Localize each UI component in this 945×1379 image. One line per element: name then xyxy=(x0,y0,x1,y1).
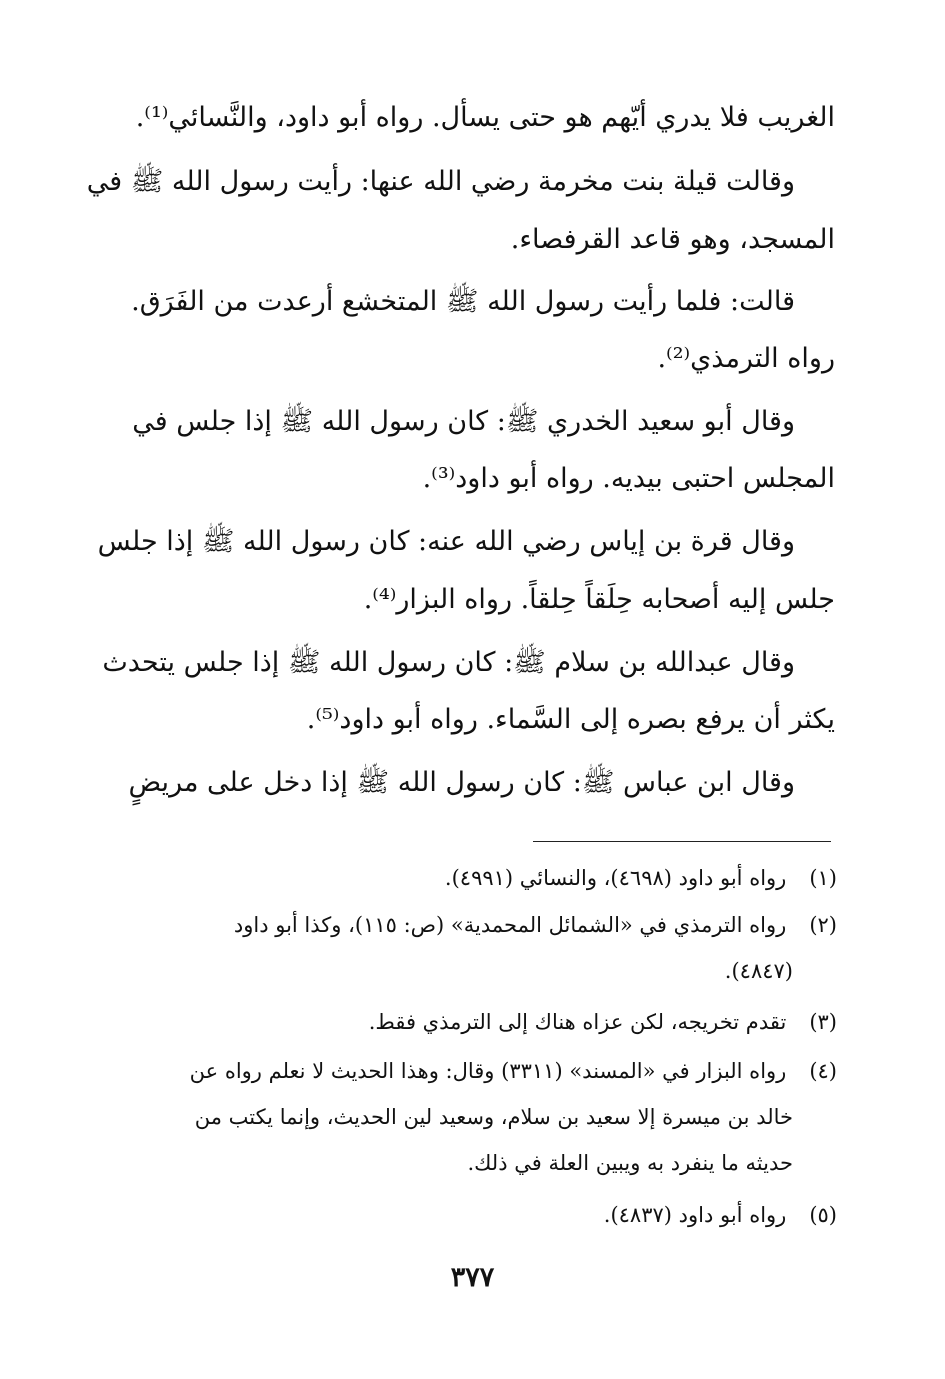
footnote-4-continuation: حديثه ما ينفرد به ويبين العلة في ذلك. xyxy=(467,1151,793,1175)
body-line: الغريب فلا يدري أيّهم هو حتى يسأل. رواه أبو داود، والنَّسائي⁽¹⁾. xyxy=(135,102,835,133)
body-line: المجلس احتبى بيديه. رواه أبو داود⁽³⁾. xyxy=(422,463,835,494)
footnote-2-continuation: (٤٨٤٧). xyxy=(724,959,793,983)
footnote-text: تقدم تخريجه، لكن عزاه هناك إلى الترمذي فقط. xyxy=(368,1010,787,1034)
footnote-number: (٥) xyxy=(809,1203,837,1227)
footnote-text: رواه أبو داود (٤٨٣٧). xyxy=(603,1203,787,1227)
footnote-number: (١) xyxy=(809,866,837,890)
footnote-text: رواه البزار في «المسند» (٣٣١١) وقال: وهذا الحديث لا نعلم رواه عن xyxy=(189,1059,787,1083)
footnote-4 xyxy=(120,1055,837,1087)
footnote-separator xyxy=(533,841,831,842)
body-line: وقال ابن عباس ﷺ: كان رسول الله ﷺ إذا دخل على مريضٍ xyxy=(128,767,795,798)
footnote-3 xyxy=(120,1006,837,1038)
footnote-number: (٤) xyxy=(809,1059,837,1083)
footnote-number: (٢) xyxy=(809,913,837,937)
footnote-5 xyxy=(120,1199,837,1231)
body-line: جلس إليه أصحابه حِلَقاً حِلقاً. رواه البزار⁽⁴⁾. xyxy=(363,584,835,615)
body-line: وقالت قيلة بنت مخرمة رضي الله عنها: رأيت رسول الله ﷺ في xyxy=(86,166,795,197)
footnote-2 xyxy=(120,909,837,941)
body-line: المسجد، وهو قاعد القرفصاء. xyxy=(510,224,835,255)
footnote-number: (٣) xyxy=(809,1010,837,1034)
footnote-4-continuation: خالد بن ميسرة إلا سعيد بن سلام، وسعيد لين الحديث، وإنما يكتب من xyxy=(194,1105,793,1129)
footnote-text: رواه الترمذي في «الشمائل المحمدية» (ص: ١١٥)، وكذا أبو داود xyxy=(233,913,787,937)
footnote-text: رواه أبو داود (٤٦٩٨)، والنسائي (٤٩٩١). xyxy=(444,866,787,890)
body-line: وقال قرة بن إياس رضي الله عنه: كان رسول الله ﷺ إذا جلس xyxy=(97,526,795,557)
page-number: ٣٧٧ xyxy=(450,1262,495,1293)
body-line: رواه الترمذي⁽²⁾. xyxy=(657,343,835,374)
body-line: وقال أبو سعيد الخدري ﷺ: كان رسول الله ﷺ إذا جلس في xyxy=(132,406,795,437)
footnote-1 xyxy=(120,862,837,894)
body-line: يكثر أن يرفع بصره إلى السَّماء. رواه أبو داود⁽⁵⁾. xyxy=(306,704,835,735)
body-line: قالت: فلما رأيت رسول الله ﷺ المتخشع أرعدت من الفَرَق. xyxy=(131,286,795,317)
body-line: وقال عبدالله بن سلام ﷺ: كان رسول الله ﷺ إذا جلس يتحدث xyxy=(102,647,795,678)
